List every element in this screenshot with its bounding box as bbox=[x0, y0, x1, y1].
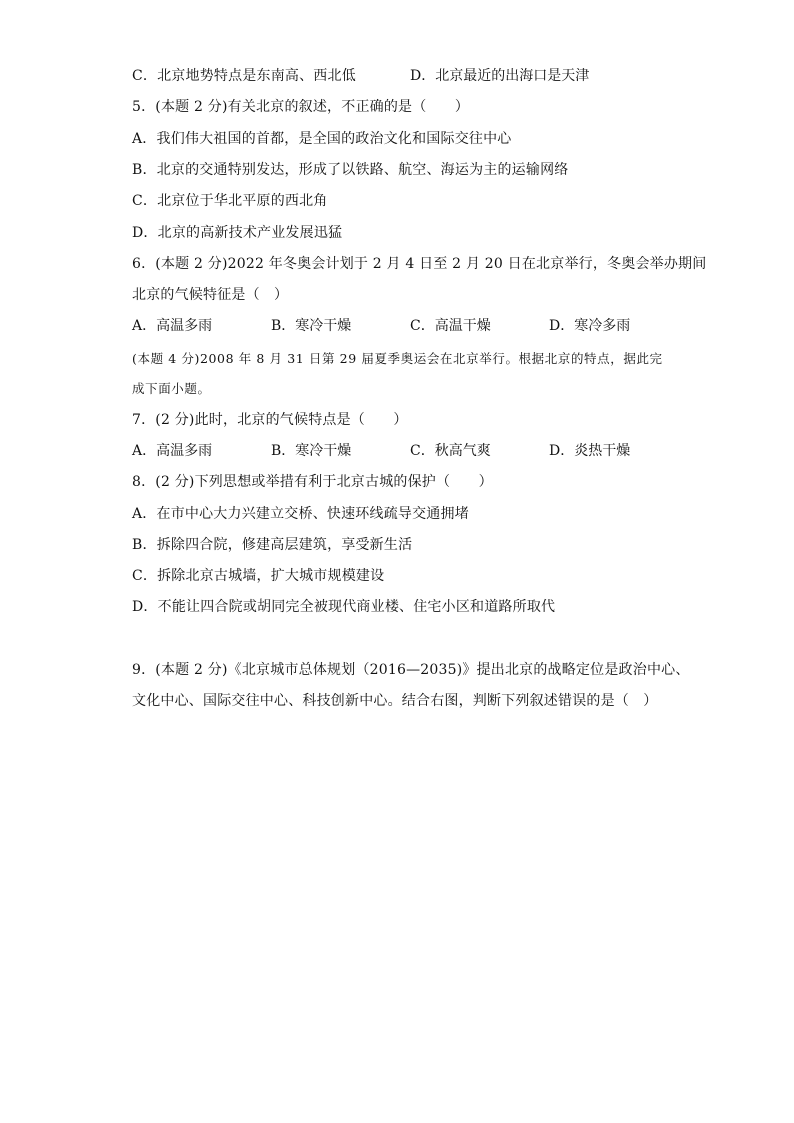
q7-option-d: D．炎热干燥 bbox=[549, 443, 631, 459]
q6-option-b: B．寒冷干燥 bbox=[271, 318, 352, 334]
q7-option-c: C．秋高气爽 bbox=[410, 443, 491, 459]
q6-stem-line1: 6．(本题 2 分)2022 年冬奥会计划于 2 月 4 日至 2 月 20 日在北京举行，冬奥会举办期间 bbox=[132, 256, 707, 272]
q5-option-d: D．北京的高新技术产业发展迅猛 bbox=[132, 225, 343, 241]
q5-option-b: B．北京的交通特别发达，形成了以铁路、航空、海运为主的运输网络 bbox=[132, 162, 569, 178]
q8-option-c: C．拆除北京古城墙，扩大城市规模建设 bbox=[132, 568, 385, 584]
q6-option-c: C．高温干燥 bbox=[410, 318, 491, 334]
q4-option-c: C．北京地势特点是东南高、西北低 bbox=[132, 68, 356, 84]
q7-option-a: A．高温多雨 bbox=[132, 443, 213, 459]
q6-option-d: D．寒冷多雨 bbox=[549, 318, 631, 334]
group-intro-line1: (本题 4 分)2008 年 8 月 31 日第 29 届夏季奥运会在北京举行。根据北京的特点，据此完 bbox=[132, 351, 663, 366]
q8-option-b: B．拆除四合院，修建高层建筑，享受新生活 bbox=[132, 537, 413, 553]
q6-option-a: A．高温多雨 bbox=[132, 318, 213, 334]
q7-stem: 7．(2 分)此时，北京的气候特点是（ ） bbox=[132, 412, 408, 428]
q7-option-b: B．寒冷干燥 bbox=[271, 443, 352, 459]
q6-stem-line2: 北京的气候特征是（ ） bbox=[132, 287, 289, 303]
q8-option-d: D．不能让四合院或胡同完全被现代商业楼、住宅小区和道路所取代 bbox=[132, 599, 556, 615]
q5-option-c: C．北京位于华北平原的西北角 bbox=[132, 193, 328, 209]
q8-option-a: A．在市中心大力兴建立交桥、快速环线疏导交通拥堵 bbox=[132, 506, 469, 522]
q4-option-d: D．北京最近的出海口是天津 bbox=[410, 68, 590, 84]
group-intro-line2: 成下面小题。 bbox=[132, 381, 211, 396]
q5-option-a: A．我们伟大祖国的首都，是全国的政治文化和国际交往中心 bbox=[132, 131, 512, 147]
q5-stem: 5．(本题 2 分)有关北京的叙述，不正确的是（ ） bbox=[132, 99, 470, 115]
q8-stem: 8．(2 分)下列思想或举措有利于北京古城的保护（ ） bbox=[132, 474, 493, 490]
q9-stem-line2: 文化中心、国际交往中心、科技创新中心。结合右图，判断下列叙述错误的是（ ） bbox=[132, 693, 658, 709]
q9-stem-line1: 9．(本题 2 分)《北京城市总体规划（2016—2035)》提出北京的战略定位是政治中心、 bbox=[132, 662, 690, 678]
